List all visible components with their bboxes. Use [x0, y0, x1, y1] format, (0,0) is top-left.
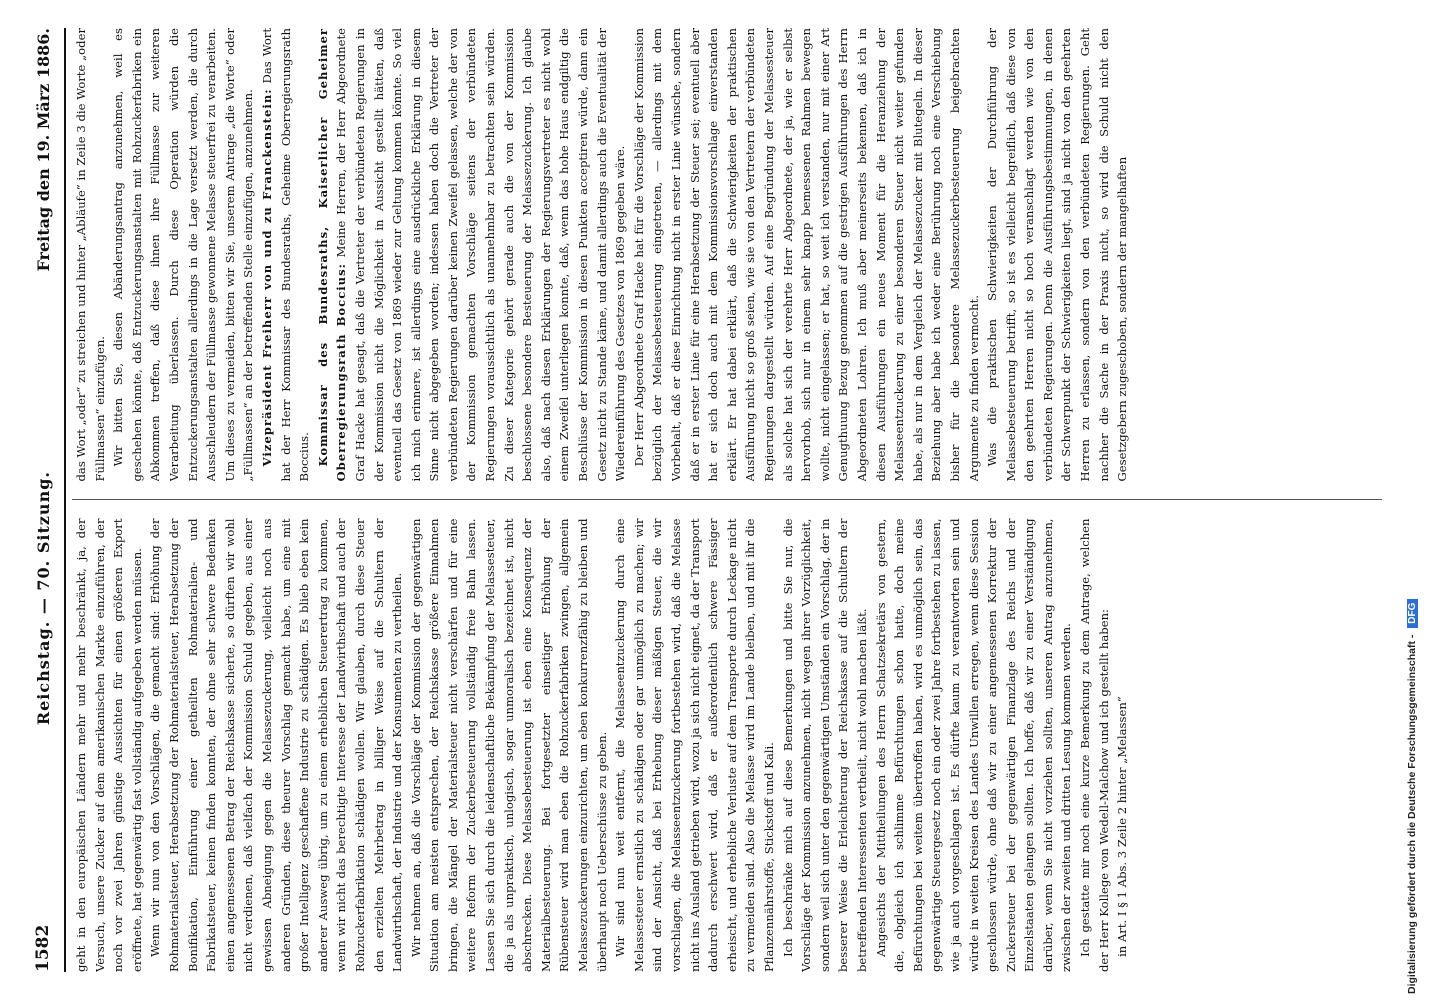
footer-credit [1406, 14, 1418, 994]
rotated-page-content [20, 20, 1420, 980]
right-column [72, 28, 1382, 482]
paragraph-text: in Art. I § 1 Abs. 3 Zeile 2 hinter „Melassen“ [1115, 696, 1130, 957]
paragraph [72, 28, 109, 482]
paragraph-text: Das Wort hat der Herr Kommissar des Bundesraths, Geheime Oberregierungsrath Boccius. [259, 28, 312, 482]
paragraph-text: Wenn wir nun von den Vorschlägen, die gemacht sind: Erhöhung der Rohmaterialsteuer, Herabsetzung der Rohmaterialsteuer, Herabsetzung der Bonifikation, Einführung einer getheilten Rohmaterialien- und Fabrikatsteuer, keinen finden konnten, der ohne sehr schwere Bedenken einen angemessenen Betrag der Reichskasse sicherte, so dürften wir wohl nicht verdienen, daß vielfach der Kommission Schuld gegeben, aus einer gewissen Abneigung gegen die Melassezuckerung, vielleicht noch aus anderen Gründen, diese theurer Vorschlag gemacht habe, um eine mit großer Intelligenz geschaffene Industrie zu schädigen. Es blieb eben kein anderer Ausweg übrig, um zu einem erheblichen Steuerertrag zu kommen, wenn wir nicht das berechtigte Interesse der Landwirthschaft und auch der Rohzuckerfabrikation schädigen wollen. Wir glauben, durch diese Steuer den erzielten Mehrbetrag in billiger Weise auf die Schultern der Landwirthschaft, der Industrie und der Konsumenten zu vertheilen. [148, 518, 405, 972]
page-title: Reichstag. — 70. Sitzung. [33, 471, 53, 726]
page-header [26, 28, 60, 972]
paragraph [314, 28, 630, 482]
paragraph [983, 28, 1132, 482]
paragraph [630, 28, 983, 482]
column-divider [72, 500, 1382, 501]
paragraph-text: geht in den europäischen Ländern mehr und mehr beschränkt, ja, der Versuch, unsere Zucker auf dem amerikanischen Markte einzuführen, der noch vor zwei Jahren günstige Aussichten für einen größeren Export eröffnete, hat gegenwärtig fast vollständig aufgegeben werden müssen. [74, 518, 144, 972]
paragraph [146, 519, 406, 973]
paragraph-text: Der Herr Abgeordnete Graf Hacke hat für die Vorschläge der Kommission bezüglich der Melassebesteuerung eingetreten, — allerdings mit dem Vorbehalt, daß er diese Einrichtung nicht in erster Linie wünsche, sondern daß er in erster Linie für eine Herabsetzung der Steuer sei; eventuell aber hat er sich doch auch mit dem Kommissionsvorschlage einverstanden erklärt. Er hat dabei erklärt, daß die Schwierigkeiten der praktischen Ausführung nicht so groß seien, wie sie von den Vertretern der verbündeten Regierungen dargestellt würden. Auf eine Begründung der Melassesteuer als solche hat sich der verehrte Herr Abgeordnete, der ja, wie er selbst hervorhob, sich nur in einem sehr knapp bemessenen Rahmen bewegen wollte, nicht eingelassen; er hat, so weit ich verstanden, nur mit einer Art Genugthuung Bezug genommen auf die gestrigen Ausführungen des Herrn Abgeordneten Lohren. Ich muß aber meinerseits bekennen, daß ich in diesen Ausführungen ein neues Moment für die Heranziehung der Melasseentzuckerung zu einer besonderen Steuer nicht weiter gefunden habe, als nur in dem Vergleich der Melassezucker mit Blutegeln. In dieser Beziehung aber habe ich weder eine Berührung noch eine Verschiebung bisher für die besondere Melassezuckerbesteuerung beigebrachten Argumente zu finden vermocht. [631, 28, 981, 482]
paragraph-text: Ich beschränke mich auf diese Bemerkungen und bitte Sie nur, die Vorschläge der Kommission anzunehmen, nicht wegen ihrer Vorzüglichkeit, sondern weil sich unter den gegenwärtigen Umständen ein Vorschlag, der in besserer Weise die Erleichterung der Reichskasse auf die Schultern der betreffenden Interessenten vertheilt, nicht wohl machen läßt. [780, 518, 869, 972]
paragraph [611, 519, 778, 973]
footer-credit-text: Digitalisierung gefördert durch die Deutsche Forschungsgemeinschaft - [1406, 634, 1418, 994]
paragraph-text: Ich gestatte mir noch eine kurze Bemerkung zu dem Antrage, welchen der Herr Kollege von Wedell-Malchow und ich gestellt haben: [1078, 518, 1111, 972]
paragraph [407, 519, 612, 973]
speaker-name: Vizepräsident Freiherr von und zu Franckenstein: [259, 88, 274, 467]
page-date: Freitag den 19. März 1886. [33, 28, 53, 272]
paragraph-text: Wir bitten Sie, diesen Abänderungsantrag anzunehmen, weil es geschehen könnte, daß Entzuckerungsanstalten mit Rohzuckerfabriken ein Abkommen treffen, daß diese ihnen ihre Füllmasse zur weiteren Verarbeitung überlassen. Durch diese Operation würden die Entzuckerungsanstalten allerdings in die Lage versetzt werden, die durch Ausschleudern der Füllmasse gewonnene Melasse steuerfrei zu verarbeiten. Um dieses zu vermeiden, bitten wir Sie, unserem Antrage „die Worte“ oder „Füllmassen“ an der betreffenden Stelle einzufügen, anzunehmen. [111, 28, 256, 482]
header-rule [64, 28, 66, 972]
paragraph [1076, 519, 1113, 973]
paragraph-text: Wir sind nun weit entfernt, die Melasseentzuckerung durch eine Melassesteuer ernstlich zu schädigen oder gar unmöglich zu machen; wir sind der Ansicht, daß bei Erhebung dieser mäßigen Steuer, die wir vorschlagen, die Melasseentzuckerung fortbestehen wird, daß die Melasse nicht ins Ausland getrieben wird, wozu ja sich nicht eignet, da der Transport dadurch erschwert wird, daß er außerordentlich schwere Fässiger erheischt, und erhebliche Verluste auf dem Transporte durch Leckage nicht zu vermeiden sind. Also die Melasse wird im Lande bleiben, und mit ihr die Pflanzennährstoffe, Stickstoff und Kali. [613, 518, 776, 972]
paragraph-text: Wir nehmen an, daß die Vorschläge der Kommission der gegenwärtigen Situation am meisten entsprechen, der Reichskasse größere Einnahmen bringen, die Mängel der Materialsteuer nicht verschärfen und für eine weitere Reform der Zuckerbesteuerung vollständig freie Bahn lassen. Lassen Sie sich durch die leidenschaftliche Bekämpfung der Melassesteuer, die ja als unpraktisch, unlogisch, sogar unmoralisch bezeichnet ist, nicht abschrecken. Diese Melassebesteuerung ist eben eine Konsequenz der Materialbesteuerung. Bei fortgesetzter einseitiger Erhöhung der Rübensteuer wird man eben die Rohzuckerfabriken zwingen, allgemein Melassezuckerungen einzurichten, um eben konkurrenzfähig zu bleiben und überhaupt noch Ueberschüsse zu geben. [408, 518, 609, 972]
footer-strip [1404, 0, 1430, 1000]
speaker-name: Kommissar des Bundesraths, Kaiserlicher Geheimer Oberregierungsrath Boccius: [315, 28, 349, 482]
left-column [72, 519, 1382, 973]
paragraph-text: das Wort „oder“ zu streichen und hinter „Abläufe“ in Zeile 3 die Worte „oder Füllmassen“ einzufügen. [74, 28, 107, 482]
paragraph [258, 28, 314, 482]
paragraph-text: Meine Herren, der Herr Abgeordnete Graf Hacke hat gesagt, daß die Vertreter der verbündeten Regierungen in der Kommission nicht die Möglichkeit in Aussicht gestellt hätten, daß eventuell das Gesetz von 1869 wieder zur Geltung kommen könnte. So viel ich mich erinnere, ist allerdings eine ausdrückliche Erklärung in diesem Sinne nicht abgegeben worden; indessen haben doch die Vertreter der verbündeten Regierungen darüber keinen Zweifel gelassen, welche der von der Kommission gemachten Vorschläge seitens der verbündeten Regierungen voraussichtlich als unannehmbar zu betrachten sein würden. Zu dieser Kategorie gehört gerade auch die von der Kommission beschlossene besondere Besteuerung der Melassezuckerung. Ich glaube also, daß nach diesen Erklärungen der Regierungsvertreter es nicht wohl einem Zweifel unterliegen konnte, daß, wenn das hohe Haus endgiltig die Beschlüsse der Kommission in diesen Punkten acceptiren würde, dann ein Gesetz nicht zu Stande käme, und damit allerdings auch die Eventualität der Wiedereinführung des Gesetzes von 1869 gegeben wäre. [334, 28, 628, 482]
text-columns [72, 28, 1382, 972]
paragraph-text: Angesichts der Mittheilungen des Herrn Schatzsekretärs von gestern, die, obgleich ich schlimme Befürchtungen schon hatte, doch meine Befürchtungen bei weitem übertroffen haben, wird es unmöglich sein, das gegenwärtige Steuergesetz noch ein oder zwei Jahre fortbestehen zu lassen, wie ja auch vorgeschlagen ist. Es dürfte kaum zu verantworten sein und würde in weiten Kreisen des Landes Unwillen erregen, wenn diese Session geschlossen würde, ohne daß wir zu einer angemessenen Korrektur der Zuckersteuer bei der gegenwärtigen Finanzlage des Reichs und der Einzelstaaten gelangen sollten. Ich hoffe, daß wir zu einer Verständigung darüber, wenn Sie nicht vorziehen sollten, unseren Antrag anzunehmen, zwischen der zweiten und dritten Lesung kommen werden. [873, 518, 1074, 972]
paragraph [109, 28, 258, 482]
paragraph [872, 519, 1077, 973]
dfg-logo: DFG [1407, 599, 1418, 628]
page-number: 1582 [33, 924, 53, 972]
paragraph [1113, 519, 1132, 973]
paragraph [72, 519, 146, 973]
paragraph [779, 519, 872, 973]
paragraph-text: Was die praktischen Schwierigkeiten der Durchführung der Melassebesteuerung betrifft, so ist es vielleicht begreiflich, daß diese von den geehrten Herren nicht so hoch veranschlagt werden wie von den verbündeten Regierungen. Denn die Ausführungsbestimmungen, in denen der Schwerpunkt der Schwierigkeiten liegt, sind ja nicht von den geehrten Herren zu erlassen, sondern von den verbündeten Regierungen. Geht nachher die Sache in der Praxis nicht, so wird die Schuld nicht den Gesetzgebern zugeschoben, sondern der mangelhaften [985, 28, 1130, 482]
